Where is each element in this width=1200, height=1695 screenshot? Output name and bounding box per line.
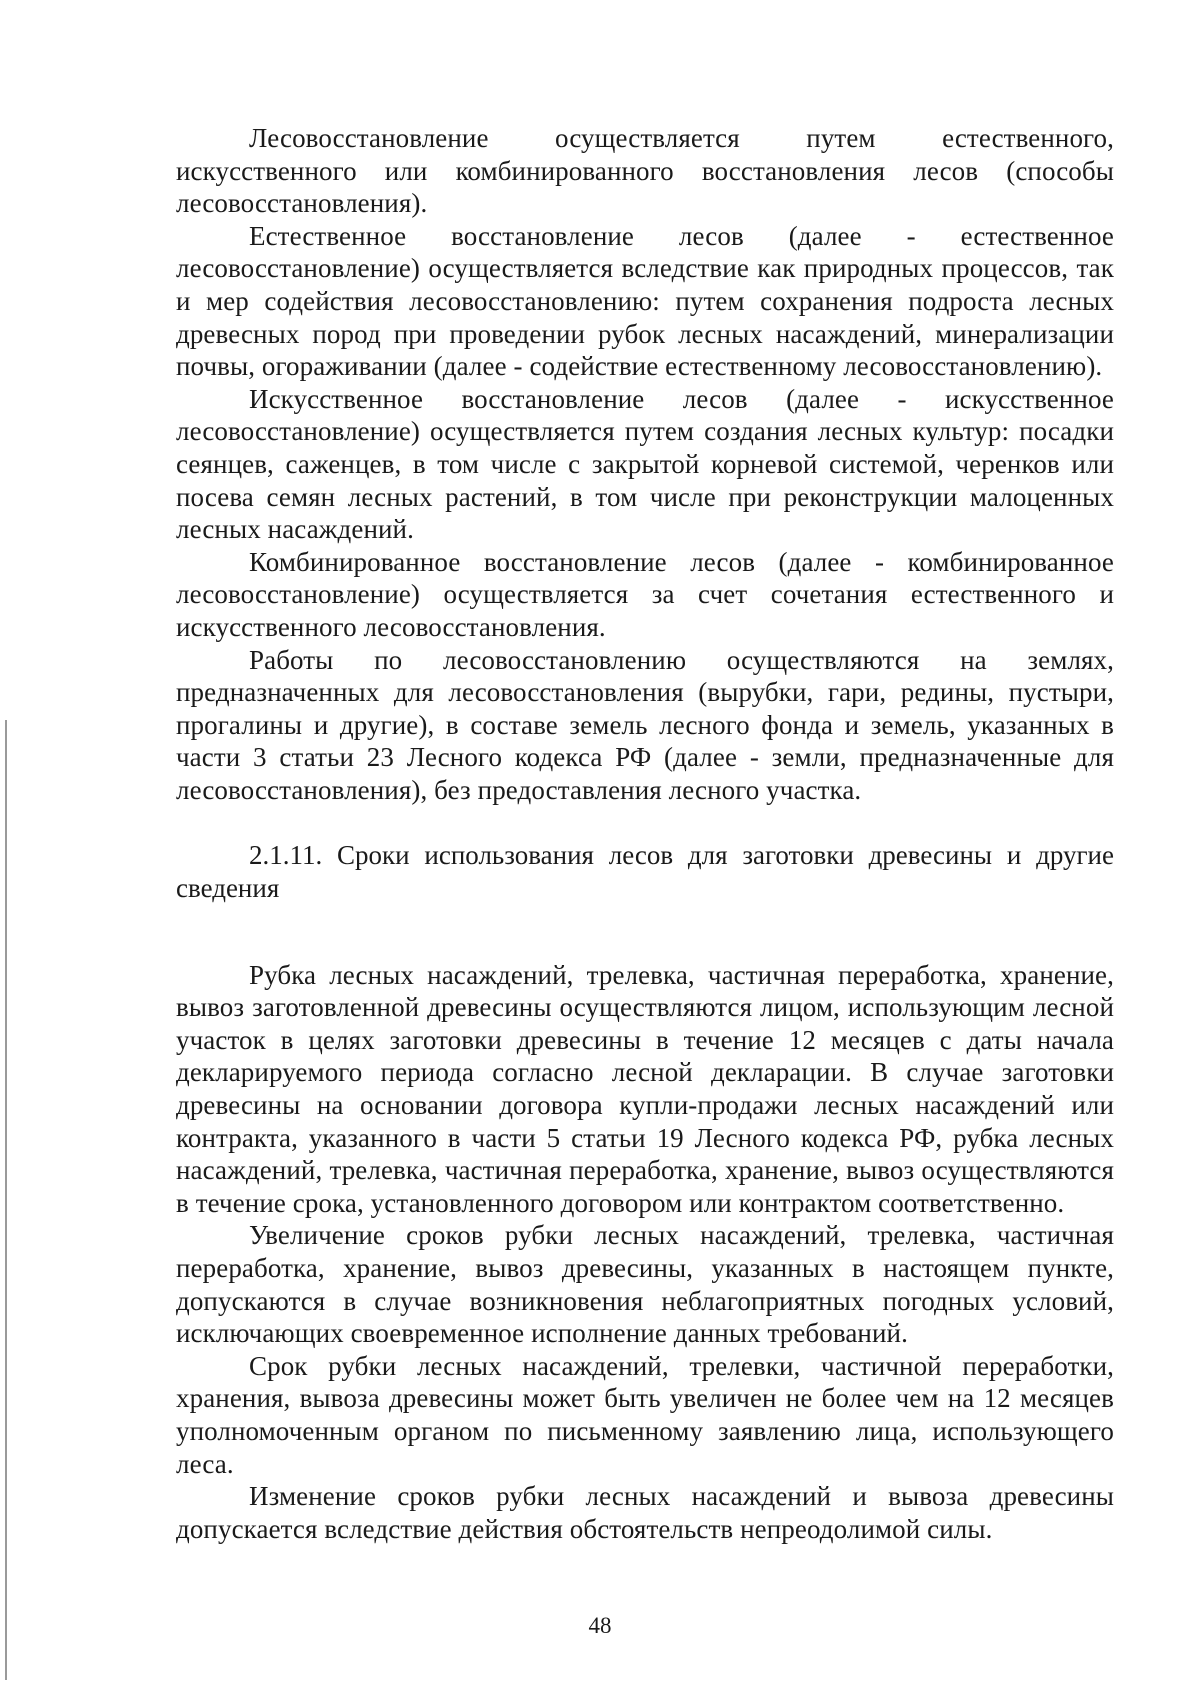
paragraph-reforestation-lands: Работы по лесовосстановлению осуществляются на землях, предназначенных для лесовосстановления (вырубки, гари, редины, пустыри, прогалины и другие), в составе земель лесного фонда и земель, указанных в части 3 статьи 23 Лесного кодекса РФ (далее - земли, предназначенные для лесовосстановления), без предоставления лесного участка. (176, 644, 1114, 805)
paragraph-term-extension-limit: Срок рубки лесных насаждений, трелевки, частичной переработки, хранения, вывоза древесины может быть увеличен не более чем на 12 месяцев уполномоченным органом по письменному заявлению лица, использующего леса. (176, 1350, 1114, 1479)
paragraph-logging-terms: Рубка лесных насаждений, трелевка, частичная переработка, хранение, вывоз заготовленной древесины осуществляются лицом, использующим лесной участок в целях заготовки древесины в течение 12 месяцев с даты начала декларируемого периода согласно лесной декларации. В случае заготовки древесины на основании договора купли-продажи лесных насаждений или контракта, указанного в части 5 статьи 19 Лесного кодекса РФ, рубка лесных насаждений, трелевка, частичная переработка, хранение, вывоз осуществляются в течение срока, установленного договором или контрактом соответственно. (176, 959, 1114, 1218)
paragraph-reforestation-methods: Лесовосстановление осуществляется путем естественного, искусственного или комбинированного восстановления лесов (способы лесовосстановления). (176, 123, 1114, 219)
document-page (176, 122, 1114, 1545)
scan-edge-shadow (5, 720, 7, 1680)
paragraph-artificial-reforestation: Искусственное восстановление лесов (далее - искусственное лесовосстановление) осуществляется путем создания лесных культур: посадки сеянцев, саженцев, в том числе с закрытой корневой системой, черенков или посева семян лесных растений, в том числе при реконструкции малоценных лесных насаждений. (176, 383, 1114, 545)
paragraph-term-extension-weather: Увеличение сроков рубки лесных насаждений, трелевка, частичная переработка, хранение, вывоз древесины, указанных в настоящем пункте, допускаются в случае возникновения неблагоприятных погодных условий, исключающих своевременное исполнение данных требований. (176, 1220, 1114, 1349)
paragraph-combined-reforestation: Комбинированное восстановление лесов (далее - комбинированное лесовосстановление) осуществляется за счет сочетания естественного и искусственного лесовосстановления. (176, 546, 1114, 642)
paragraph-force-majeure: Изменение сроков рубки лесных насаждений и вывоза древесины допускается вследствие действия обстоятельств непреодолимой силы. (176, 1481, 1114, 1544)
page-number: 48 (588, 1613, 612, 1638)
section-heading: 2.1.11. Сроки использования лесов для заготовки древесины и другие сведения (176, 840, 1114, 904)
paragraph-natural-reforestation: Естественное восстановление лесов (далее - естественное лесовосстановление) осуществляется вследствие как природных процессов, так и мер содействия лесовосстановлению: путем сохранения подроста лесных древесных пород при проведении рубок лесных насаждений, минерализации почвы, огораживании (далее - содействие естественному лесовосстановлению). (176, 220, 1114, 382)
